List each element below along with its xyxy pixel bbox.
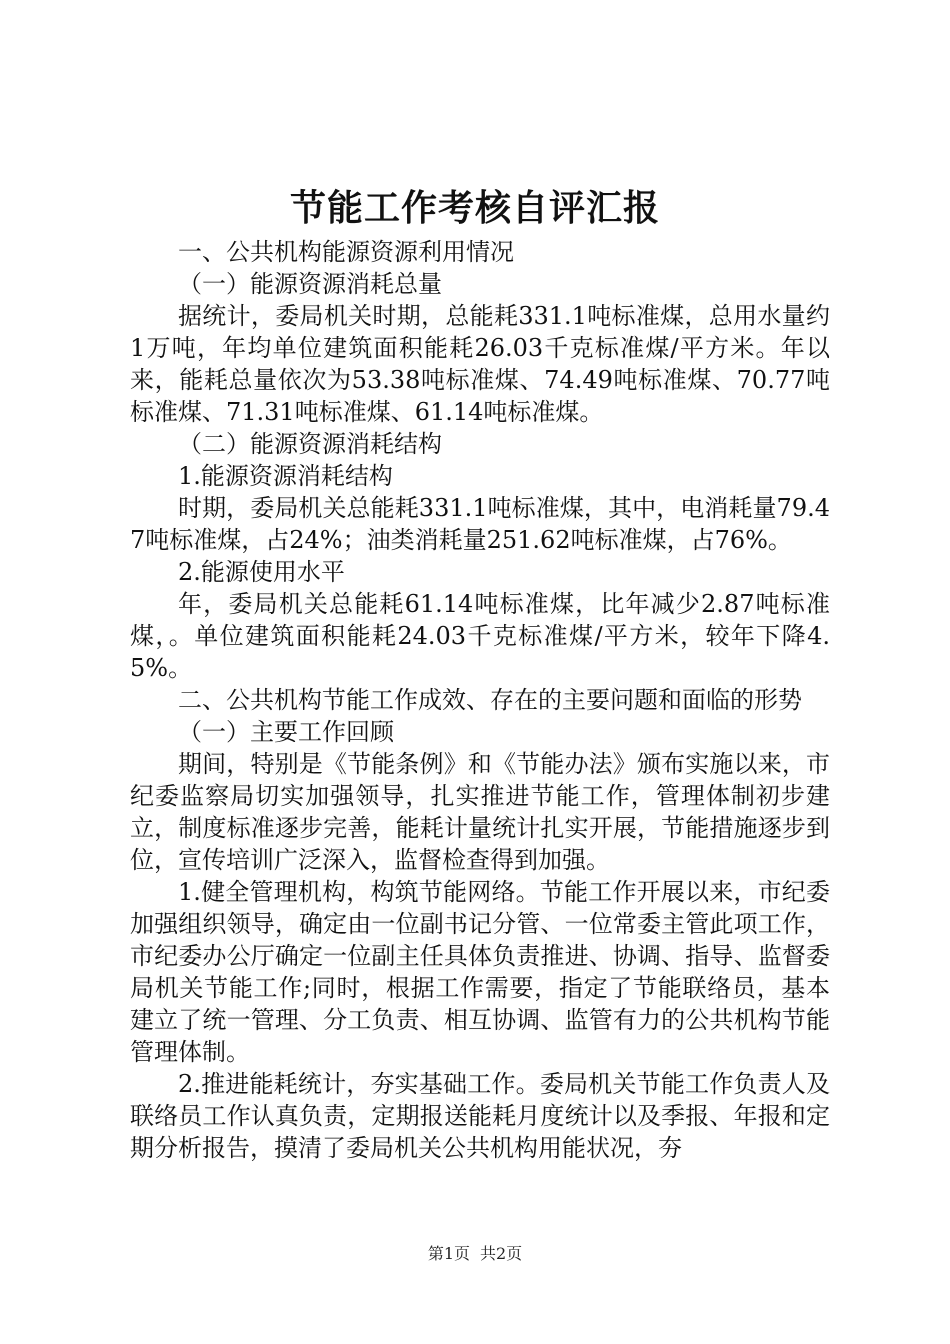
numbered-heading: 2.能源使用水平 <box>178 558 345 586</box>
body-paragraph: 2.推进能耗统计，夯实基础工作。委局机关节能工作负责人及联络员工作认真负责，定期报送能耗月度统计以及季报、年报和定期分析报告，摸清了委局机关公共机构用能状况，夯 <box>130 1070 830 1162</box>
subsection-heading: （二）能源资源消耗结构 <box>178 430 442 458</box>
page-footer <box>0 1244 950 1264</box>
document-body <box>130 236 830 1164</box>
subsection-heading: （一）主要工作回顾 <box>178 718 394 746</box>
body-paragraph: 时期，委局机关总能耗331.1吨标准煤，其中，电消耗量79.47吨标准煤，占24%；油类消耗量251.62吨标准煤，占76%。 <box>130 494 830 554</box>
body-paragraph: 期间，特别是《节能条例》和《节能办法》颁布实施以来，市纪委监察局切实加强领导，扎实推进节能工作，管理体制初步建立，制度标准逐步完善，能耗计量统计扎实开展，节能措施逐步到位，宣传培训广泛深入，监督检查得到加强。 <box>130 750 830 874</box>
document-title: 节能工作考核自评汇报 <box>289 187 660 229</box>
body-paragraph: 据统计，委局机关时期，总能耗331.1吨标准煤，总用水量约1万吨，年均单位建筑面积能耗26.03千克标准煤/平方米。年以来，能耗总量依次为53.38吨标准煤、74.49吨标准煤、70.77吨标准煤、71.31吨标准煤、61.14吨标准煤。 <box>130 302 830 426</box>
page-number: 第1页 <box>427 1244 470 1263</box>
section-heading: 二、公共机构节能工作成效、存在的主要问题和面临的形势 <box>178 686 802 714</box>
subsection-heading: （一）能源资源消耗总量 <box>178 270 442 298</box>
numbered-heading: 1.能源资源消耗结构 <box>178 462 393 490</box>
body-paragraph: 1.健全管理机构，构筑节能网络。节能工作开展以来，市纪委加强组织领导，确定由一位副书记分管、一位常委主管此项工作，市纪委办公厅确定一位副主任具体负责推进、协调、指导、监督委局机关节能工作;同时，根据工作需要，指定了节能联络员，基本建立了统一管理、分工负责、相互协调、监管有力的公共机构节能管理体制。 <box>130 878 830 1066</box>
page-total: 共2页 <box>480 1244 523 1263</box>
section-heading: 一、公共机构能源资源利用情况 <box>178 238 514 266</box>
body-paragraph: 年，委局机关总能耗61.14吨标准煤，比年减少2.87吨标准煤，。单位建筑面积能耗24.03千克标准煤/平方米，较年下降4.5%。 <box>130 590 830 682</box>
